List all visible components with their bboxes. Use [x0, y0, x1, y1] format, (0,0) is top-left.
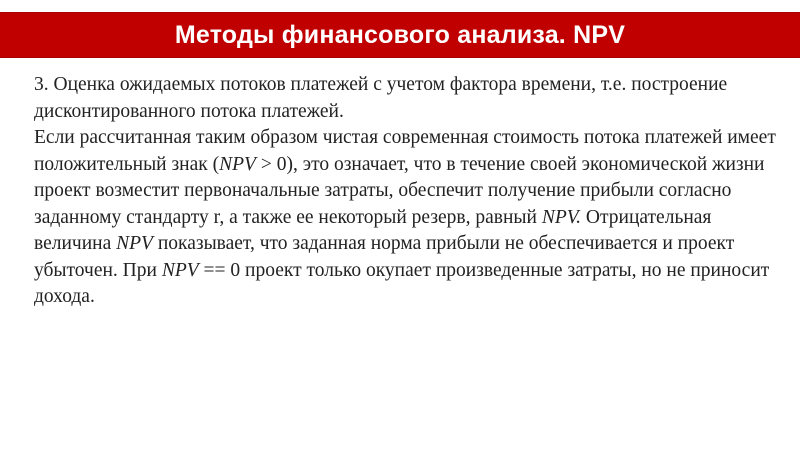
text-segment: == 0 проект только окупает произведенные затраты, но не приносит дохода. [34, 259, 770, 307]
slide-title: Методы финансового анализа. NPV [174, 20, 626, 49]
npv-term: NPV [161, 259, 199, 281]
paragraph-intro: 3. Оценка ожидаемых потоков платежей с учетом фактора времени, т.е. построение дисконтированного потока платежей. [34, 74, 728, 122]
npv-term: NPV [219, 153, 256, 175]
text-segment: показывает, что заданная норма прибыли не обеспечивается и проект убыточен. При [34, 233, 735, 281]
npv-term: NPV. [541, 206, 582, 228]
slide-body [34, 72, 784, 311]
text-segment: > 0), это означает, что в течение своей экономической жизни проект возместит первоначальные затраты, обеспечит получение прибыли согласно заданному стандарту r, а также ее некоторый резерв, равный [34, 153, 765, 228]
text-segment: Если рассчитанная таким образом чистая современная стоимость потока платежей имеет положительный знак ( [34, 127, 776, 175]
title-bar [0, 12, 800, 58]
paragraph-npv-explanation [34, 125, 784, 311]
npv-term: NPV [116, 233, 153, 254]
text-segment: Отрицательная величина [34, 206, 712, 254]
